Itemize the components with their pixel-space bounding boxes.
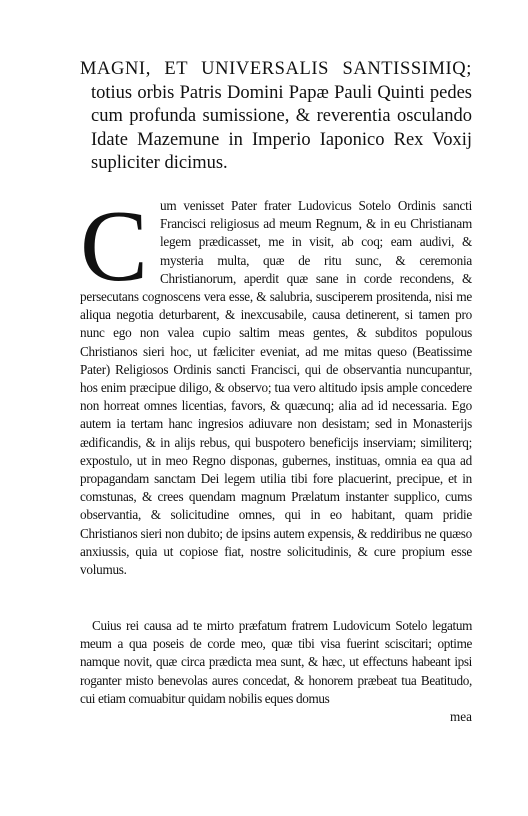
paragraph-1-text: um venisset Pater frater Ludovicus Sotelo Ordinis sancti Francisci religiosus ad meum Regnum, & in eu Christianam legem prædicasset, me in visit, ab coq; eam audivi, & mysteria multa, quæ de ritu sunc, & ceremonia Christianorum, aperdit quæ sane in corde recondens, & persecutans cognoscens vera esse, & salubria, susciperem prositenda, nisi me aliqua negotia deturbarent, & inexcusabile, causa detinerent, si tamen pro nunc ego non valea cupio saltim meas gentes, & subditos populous Christianos sieri hoc, ut fæliciter eveniat, ad me mitas queso (Beatissime Pater) Religiosos Ordinis sancti Francisci, qui de observantia nuncupantur, hos enim præcipue diligo, & observo; tua vero altitudo ipsis ample concedere non horreat omnes licentias, favors, & quæcunq; alia ad id necessaria. Ego autem ia tertam hanc ingresios adiuvare non desistam; sed in Monasterijs ædificandis, & in alijs rebus, qui buspotero beneficijs inserviam; similiterq; expostulo, ut in meo Regno disponas, gubernes, instituas, omnia ea qua ad propagandam sanctam Dei legem utilia tibi fore placuerint, precipue, et in comstunas, & crees quendam magnum Prælatum instanter supplico, cums observantia, & solicitudine omnes, qui in eo habitant, quam pridie Christianos sieri non dubito; de ipsins autem expensis, & reddiribus ne quæso anxiussis, quia ut copiose fiat, nostre solicitudinis, & cure propium esse volumus.	[80, 198, 472, 578]
heading-rest: totius orbis Patris Domini Papæ Pauli Quinti pedes cum profunda sumissione, & reverentia osculando Idate Mazemune in Imperio Iaponico Rex Voxij supliciter dicimus.	[91, 82, 472, 173]
letter-paragraph-2: Cuius rei causa ad te mirto præfatum fratrem Ludovicum Sotelo legatum meum a qua poseis de corde meo, quæ tibi visa fuerint sciscitari; optime namque novit, quæ circa prædicta mea sunt, & hæc, ut effectuns habeant ipsi roganter misto benevolas aures concedat, & honorem præbeat tua Beatitudo, cui etiam comuabitur quidam nobilis eques domus	[80, 618, 472, 706]
letter-heading	[80, 58, 472, 176]
catchword: mea	[450, 709, 472, 724]
drop-cap: C	[80, 190, 148, 303]
letter-paragraph-1	[80, 190, 472, 579]
heading-caps: MAGNI, ET UNIVERSALIS SANTISSIMIQ;	[80, 59, 472, 79]
